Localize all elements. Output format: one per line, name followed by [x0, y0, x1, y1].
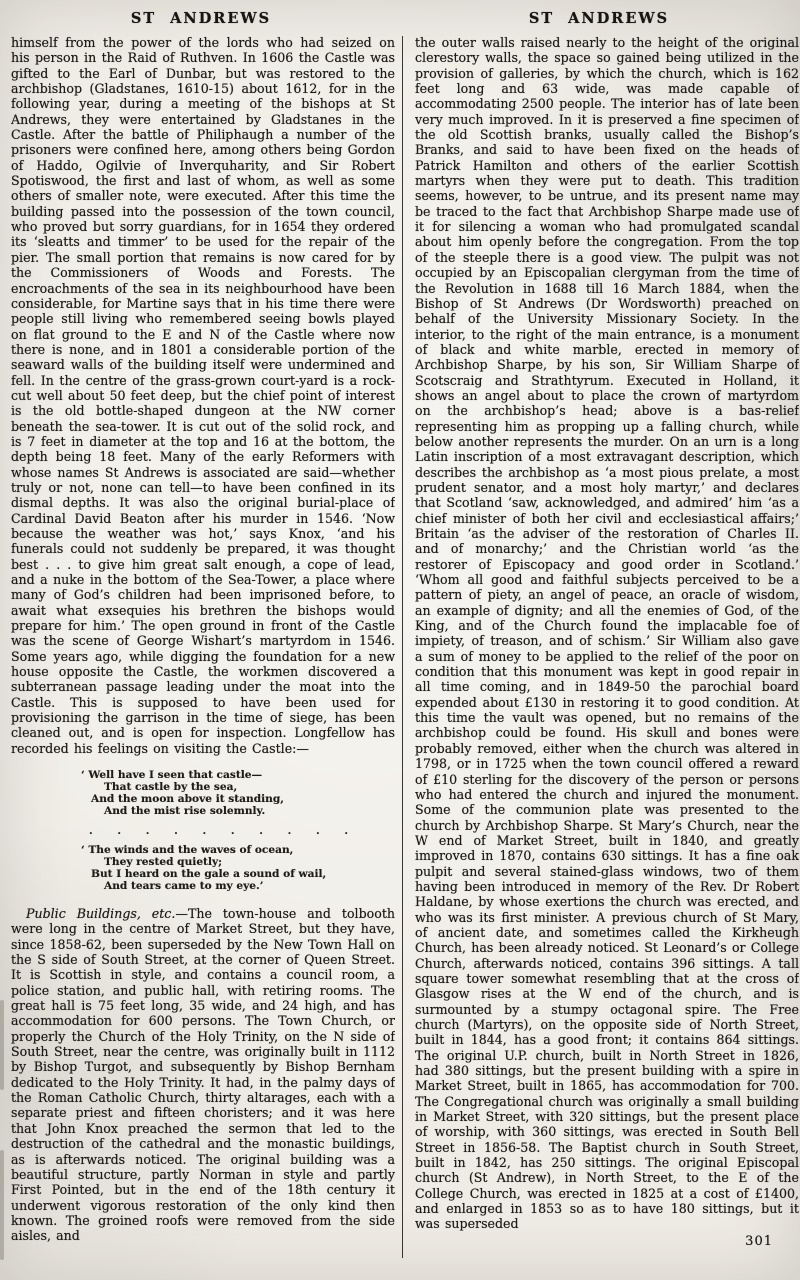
stanza-separator-dots: . . . . . . . . . .: [89, 824, 351, 837]
page-number: 301: [745, 1233, 773, 1249]
poem-line: ‘ The winds and the waves of ocean,: [81, 843, 294, 856]
left-column: [11, 35, 395, 1261]
poem-line: And tears came to my eye.’: [104, 879, 264, 892]
poem-line: They rested quietly;: [104, 855, 223, 868]
paragraph-churches: the outer walls raised nearly to the height of the original clerestory walls, the space so gained being utilized in the provision of galleries, by which the church, which is 162 feet long and 63 wide, was made capable of accommodating 2500 people. The interior has of late been very much improved. In it is preserved a fine specimen of the old Scottish branks, usually called the Bishop’s Branks, and said to have been fixed on the heads of Patrick Hamilton and others of the earlier Scottish martyrs when they were put to death. This tradition seems, however, to be untrue, and its present name may be traced to the fact that Archbishop Sharpe made use of it for silencing a woman who had promulgated scandal about him openly before the congregation. From the top of the steeple there is a good view. The pulpit was not occupied by an Episcopalian clergyman from the time of the Revolution in 1688 till 16 March 1884, when the Bishop of St Andrews (Dr Wordsworth) preached on behalf of the University Missionary Society. In the interior, to the right of the main entrance, is a monument of black and white marble, erected in memory of Archbishop Sharpe, by his son, Sir William Sharpe of Scotscraig and Strathtyrum. Executed in Holland, it shows an angel about to place the crown of martyrdom on the archbishop’s head; above is a bas-relief representing him as propping up a falling church, while below another represents the murder. On an urn is a long Latin inscription of a most extravagant description, which describes the archbishop as ‘a most pious prelate, a most prudent senator, and a most holy martyr,’ and declares that Scotland ‘saw, acknowledged, and admired’ him ‘as a chief minister of both her civil and ecclesiastical affairs;’ Britain ‘as the adviser of the restoration of Charles II. and of monarchy;’ and the Christian world ‘as the restorer of Episcopacy and good order in Scotland.’ ‘Whom all good and faithful subjects perceived to be a pattern of piety, an angel of peace, an oracle of wisdom, an example of dignity; and all the enemies of God, of the King, and of the Church found the implacable foe of impiety, of treason, and of schism.’ Sir William also gave a sum of money to be applied to the relief of the poor on condition that this monument was kept in good repair in all time coming, and in 1849-50 the parochial board expended about £130 in restoring it to good condition. At this time the vault was opened, but no remains of the archbishop could be found. His skull and bones were probably removed, either when the church was altered in 1798, or in 1725 when the town council offered a reward of £10 sterling for the discovery of the person or persons who had entered the church and injured the monument. Some of the communion plate was presented to the church by Archbishop Sharpe. St Mary’s Church, near the W end of Market Street, built in 1840, and greatly improved in 1870, contains 630 sittings. It has a fine oak pulpit and several stained-glass windows, two of them having been introduced in memory of the Rev. Dr Robert Haldane, by whose exertions the church was erected, and who was its first minister. A previous church of St Mary, of ancient date, and sometimes called the Kirkheugh Church, has been already noticed. St Leonard’s or College Church, afterwards noticed, contains 396 sittings. A tall square tower somewhat resembling that at the cross of Glasgow rises at the W end of the church, and is surmounted by a stumpy octagonal spire. The Free church (Martyrs), on the opposite side of North Street, built in 1844, has a good front; it contains 864 sittings. The original U.P. church, built in North Street in 1826, had 380 sittings, but the present building with a spire in Market Street, built in 1865, has accommodation for 700. The Congregational church was originally a small building in Market Street, with 320 sittings, but the present place of worship, with 360 sittings, was erected in South Bell Street in 1856-58. The Baptist church in South Street, built in 1842, has 250 sittings. The original Episcopal church (St Andrew), in North Street, to the E of the College Church, was erected in 1825 at a cost of £1400, and enlarged in 1853 so as to have 180 sittings, but it was superseded: [415, 35, 799, 1232]
paragraph-public-buildings: [11, 906, 395, 1244]
running-head-left: ST ANDREWS: [130, 10, 272, 27]
poem-line: And the moon above it standing,: [91, 793, 284, 806]
poem-line: And the mist rise solemnly.: [104, 805, 266, 818]
paragraph-castle-history: himself from the power of the lords who had seized on his person in the Raid of Ruthven. In 1606 the Castle was gifted to the Earl of Dunbar, but was restored to the archbishop (Gladstanes, 1610-15) about 1612, for in the following year, during a meeting of the bishops at St Andrews, they were entertained by Gladstanes in the Castle. After the battle of Philiphaugh a number of the prisoners were confined here, among others being Gordon of Haddo, Ogilvie of Inverquharity, and Sir Robert Spotiswood, the first and last of whom, as well as some others of smaller note, were executed. After this time the building passed into the possession of the town council, who proved but sorry guardians, for in 1654 they ordered its ‘sleatts and timmer’ to be used for the repair of the pier. The small portion that remains is now cared for by the Commissioners of Woods and Forests. The encroachments of the sea in its neighbourhood have been considerable, for Martine says that in his time there were people still living who remembered seeing bowls played on flat ground to the E and N of the Castle where now there is none, and in 1801 a considerable portion of the seaward walls of the building itself were undermined and fell. In the centre of the grass-grown court-yard is a rock-cut well about 50 feet deep, but the chief point of interest is the old bottle-shaped dungeon at the NW corner beneath the sea-tower. It is cut out of the solid rock, and is 7 feet in diameter at the top and 16 at the bottom, the depth being 18 feet. Many of the early Reformers with whose names St Andrews is associated are said—whether truly or not, none can tell—to have been confined in its dismal depths. It was also the original burial-place of Cardinal David Beaton after his murder in 1546. ‘Now because the weather was hot,’ says Knox, ‘and his funerals could not suddenly be prepared, it was thought best . . . to give him great salt enough, a cope of lead, and a nuke in the bottom of the Sea-Tower, a place where many of God’s children had been imprisoned before, to await what exsequies his brethren the bishops would prepare for him.’ The open ground in front of the Castle was the scene of George Wishart’s martyrdom in 1546. Some years ago, while digging the foundation for a new house opposite the Castle, the workmen discovered a subterranean passage leading under the moat into the Castle. This is supposed to have been used for provisioning the garrison in the time of siege, has been cleaned out, and is open for inspection. Longfellow has recorded his feelings on visiting the Castle:—: [11, 35, 395, 756]
running-head-right: ST ANDREWS: [528, 10, 670, 27]
paragraph-body-text: —The town-house and tolbooth were long in the centre of Market Street, but they have, since 1858-62, been superseded by the New Town Hall on the S side of South Street, at the corner of Queen Street. It is Scottish in style, and contains a council room, a police station, and public hall, with retiring rooms. The great hall is 75 feet long, 35 wide, and 24 high, and has accommodation for 600 persons. The Town Church, or properly the Church of the Holy Trinity, on the N side of South Street, near the centre, was originally built in 1112 by Bishop Turgot, and subsequently by Bishop Bernham dedicated to the Holy Trinity. It had, in the palmy days of the Roman Catholic Church, thirty altarages, each with a separate priest and fifteen choristers; and it was here that John Knox preached the sermon that led to the destruction of the cathedral and the monastic buildings, as is afterwards noticed. The original building was a beautiful structure, partly Norman in style and partly First Pointed, but in the end of the 18th century it underwent vigorous restoration of the only kind then known. The groined roofs were removed from the side aisles, and: [11, 906, 395, 1244]
running-heads: [0, 10, 800, 32]
poem-line: But I heard on the gale a sound of wail,: [91, 867, 327, 880]
right-column: [415, 35, 799, 1261]
longfellow-poem: [11, 769, 395, 892]
text-columns: [0, 35, 800, 1280]
poem-line: That castle by the sea,: [104, 781, 238, 794]
poem-line: ‘ Well have I seen that castle—: [81, 769, 263, 782]
paragraph-lead-italic: Public Buildings, etc.: [26, 906, 176, 921]
